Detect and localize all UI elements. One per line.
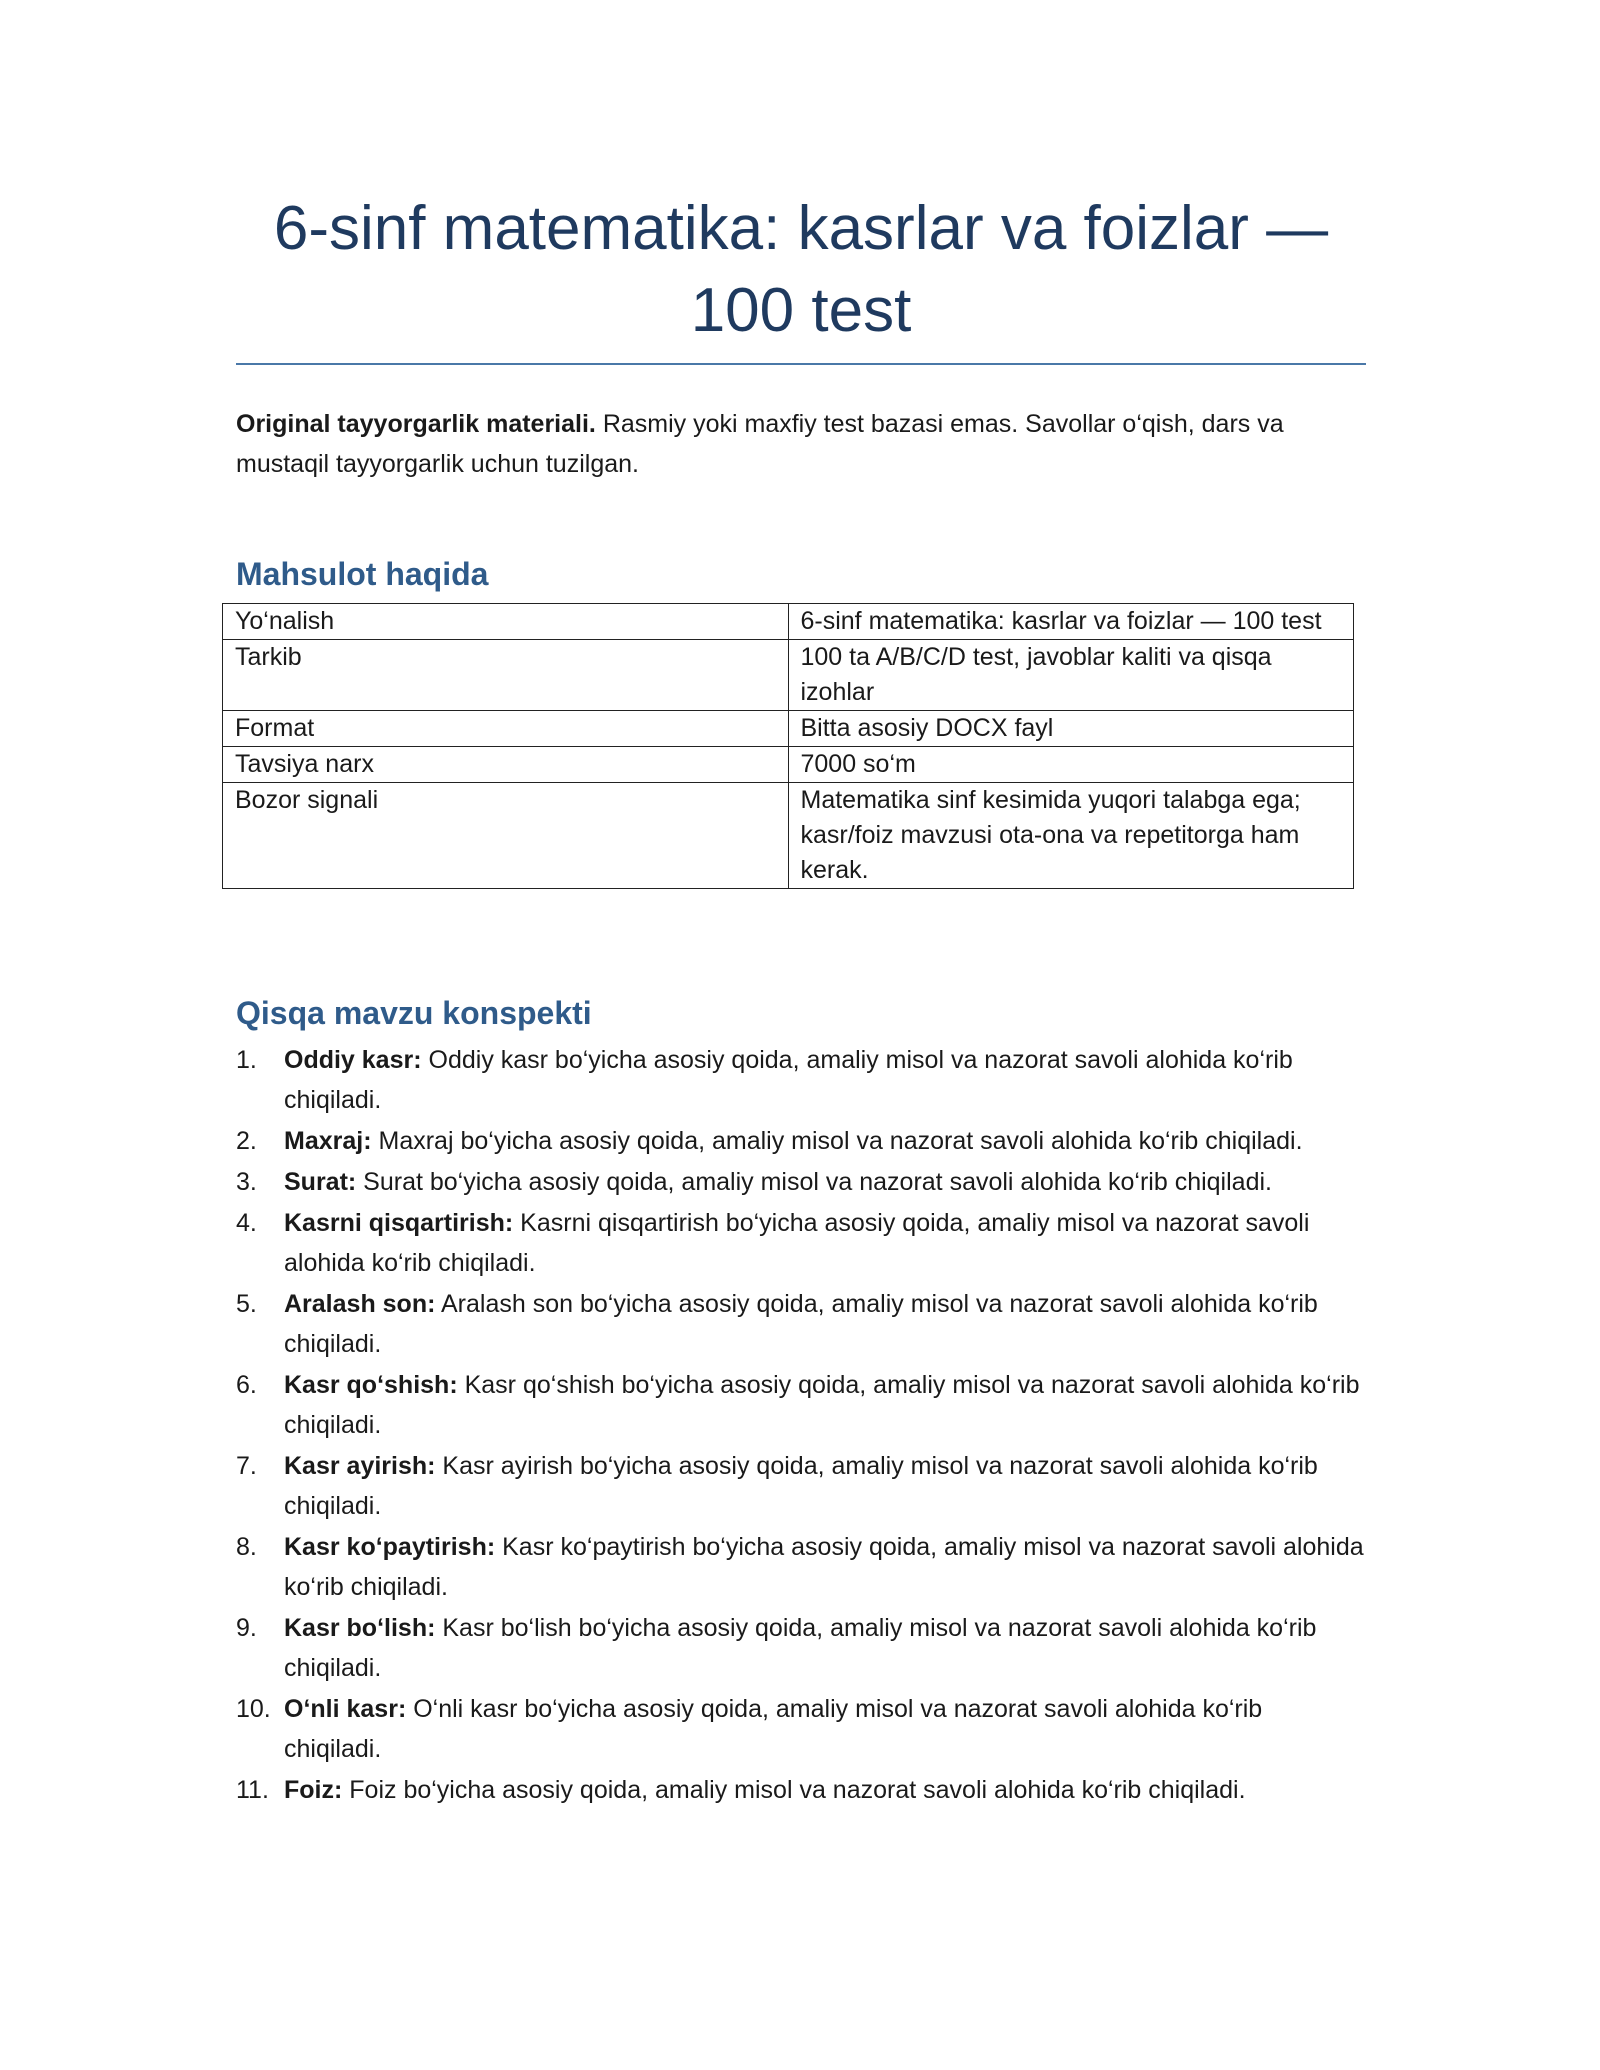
list-item-term: Kasr qo‘shish: bbox=[284, 1371, 458, 1399]
list-item-body bbox=[284, 1365, 1366, 1445]
list-item-text: Surat bo‘yicha asosiy qoida, amaliy misol va nazorat savoli alohida ko‘rib chiqiladi. bbox=[356, 1168, 1272, 1196]
list-item-term: Kasrni qisqartirish: bbox=[284, 1209, 514, 1237]
list-item-term: Kasr bo‘lish: bbox=[284, 1614, 436, 1642]
list-item-number: 3. bbox=[236, 1168, 257, 1196]
table-cell-key: Format bbox=[223, 711, 789, 747]
list-item bbox=[236, 1446, 1366, 1526]
list-item-number: 9. bbox=[236, 1614, 257, 1642]
table-row bbox=[223, 783, 1354, 889]
table-cell-key: Tarkib bbox=[223, 640, 789, 711]
list-item-text: O‘nli kasr bo‘yicha asosiy qoida, amaliy misol va nazorat savoli alohida ko‘rib chiqiladi. bbox=[284, 1695, 1263, 1763]
list-item bbox=[236, 1284, 1366, 1364]
table-cell-value: Bitta asosiy DOCX fayl bbox=[788, 711, 1354, 747]
list-item-text: Foiz bo‘yicha asosiy qoida, amaliy misol va nazorat savoli alohida ko‘rib chiqiladi. bbox=[342, 1776, 1246, 1804]
list-item-number: 1. bbox=[236, 1046, 257, 1074]
list-item-term: Aralash son: bbox=[284, 1290, 436, 1318]
title-divider bbox=[236, 363, 1366, 365]
list-item-body bbox=[284, 1121, 1366, 1161]
table-cell-value: 6-sinf matematika: kasrlar va foizlar — 100 test bbox=[788, 604, 1354, 640]
list-item-body bbox=[284, 1608, 1366, 1688]
list-item-number: 6. bbox=[236, 1371, 257, 1399]
list-item-term: Maxraj: bbox=[284, 1127, 372, 1155]
list-item bbox=[236, 1689, 1366, 1769]
list-item-number: 8. bbox=[236, 1533, 257, 1561]
list-item bbox=[236, 1121, 1366, 1161]
table-cell-key: Tavsiya narx bbox=[223, 747, 789, 783]
intro-bold-lead: Original tayyorgarlik materiali. bbox=[236, 410, 596, 438]
list-item-text: Kasr bo‘lish bo‘yicha asosiy qoida, amaliy misol va nazorat savoli alohida ko‘rib chiqiladi. bbox=[284, 1614, 1317, 1682]
page-title: 6-sinf matematika: kasrlar va foizlar — 100 test bbox=[273, 194, 1329, 345]
list-item bbox=[236, 1365, 1366, 1445]
list-item bbox=[236, 1527, 1366, 1607]
list-item-number: 5. bbox=[236, 1290, 257, 1318]
section-heading-about: Mahsulot haqida bbox=[236, 556, 489, 592]
list-item-number: 2. bbox=[236, 1127, 257, 1155]
list-item-number: 11. bbox=[236, 1776, 269, 1804]
list-item-text: Aralash son bo‘yicha asosiy qoida, amaliy misol va nazorat savoli alohida ko‘rib chiqiladi. bbox=[284, 1290, 1318, 1358]
intro-paragraph bbox=[236, 404, 1356, 484]
list-item-number: 4. bbox=[236, 1209, 257, 1237]
list-item bbox=[236, 1162, 1366, 1202]
section-heading-topics: Qisqa mavzu konspekti bbox=[236, 995, 592, 1031]
table-row bbox=[223, 604, 1354, 640]
list-item-text: Kasr ko‘paytirish bo‘yicha asosiy qoida, amaliy misol va nazorat savoli alohida ko‘rib chiqiladi. bbox=[284, 1533, 1364, 1601]
list-item bbox=[236, 1203, 1366, 1283]
list-item-body bbox=[284, 1689, 1366, 1769]
table-cell-key: Yo‘nalish bbox=[223, 604, 789, 640]
list-item bbox=[236, 1608, 1366, 1688]
list-item-term: Oddiy kasr: bbox=[284, 1046, 422, 1074]
list-item-number: 10. bbox=[236, 1695, 271, 1723]
list-item-term: Kasr ko‘paytirish: bbox=[284, 1533, 496, 1561]
list-item-text: Kasrni qisqartirish bo‘yicha asosiy qoida, amaliy misol va nazorat savoli alohida ko‘rib chiqiladi. bbox=[284, 1209, 1310, 1277]
list-item-term: Kasr ayirish: bbox=[284, 1452, 436, 1480]
list-item-text: Maxraj bo‘yicha asosiy qoida, amaliy misol va nazorat savoli alohida ko‘rib chiqiladi. bbox=[371, 1127, 1303, 1155]
list-item-text: Oddiy kasr bo‘yicha asosiy qoida, amaliy misol va nazorat savoli alohida ko‘rib chiqiladi. bbox=[284, 1046, 1293, 1114]
list-item-text: Kasr ayirish bo‘yicha asosiy qoida, amaliy misol va nazorat savoli alohida ko‘rib chiqiladi. bbox=[284, 1452, 1318, 1520]
list-item-body bbox=[284, 1040, 1366, 1120]
list-item-body bbox=[284, 1203, 1366, 1283]
list-item-term: O‘nli kasr: bbox=[284, 1695, 407, 1723]
table-row bbox=[223, 747, 1354, 783]
intro-text: Rasmiy yoki maxfiy test bazasi emas. Savollar o‘qish, dars va mustaqil tayyorgarlik uchun tuzilgan. bbox=[236, 410, 1284, 478]
list-item-term: Surat: bbox=[284, 1168, 357, 1196]
list-item-body bbox=[284, 1527, 1366, 1607]
list-item bbox=[236, 1040, 1366, 1120]
list-item-text: Kasr qo‘shish bo‘yicha asosiy qoida, amaliy misol va nazorat savoli alohida ko‘rib chiqiladi. bbox=[284, 1371, 1360, 1439]
product-info-table bbox=[222, 603, 1354, 889]
list-item-number: 7. bbox=[236, 1452, 257, 1480]
topics-list bbox=[236, 1040, 1366, 1811]
list-item-body bbox=[284, 1162, 1366, 1202]
table-row bbox=[223, 711, 1354, 747]
list-item bbox=[236, 1770, 1366, 1810]
table-cell-key: Bozor signali bbox=[223, 783, 789, 889]
list-item-body bbox=[284, 1770, 1366, 1810]
table-cell-value: Matematika sinf kesimida yuqori talabga ega; kasr/foiz mavzusi ota-ona va repetitorga ham kerak. bbox=[788, 783, 1354, 889]
list-item-body bbox=[284, 1446, 1366, 1526]
table-cell-value: 100 ta A/B/C/D test, javoblar kaliti va qisqa izohlar bbox=[788, 640, 1354, 711]
table-cell-value: 7000 so‘m bbox=[788, 747, 1354, 783]
list-item-term: Foiz: bbox=[284, 1776, 343, 1804]
list-item-body bbox=[284, 1284, 1366, 1364]
table-row bbox=[223, 640, 1354, 711]
